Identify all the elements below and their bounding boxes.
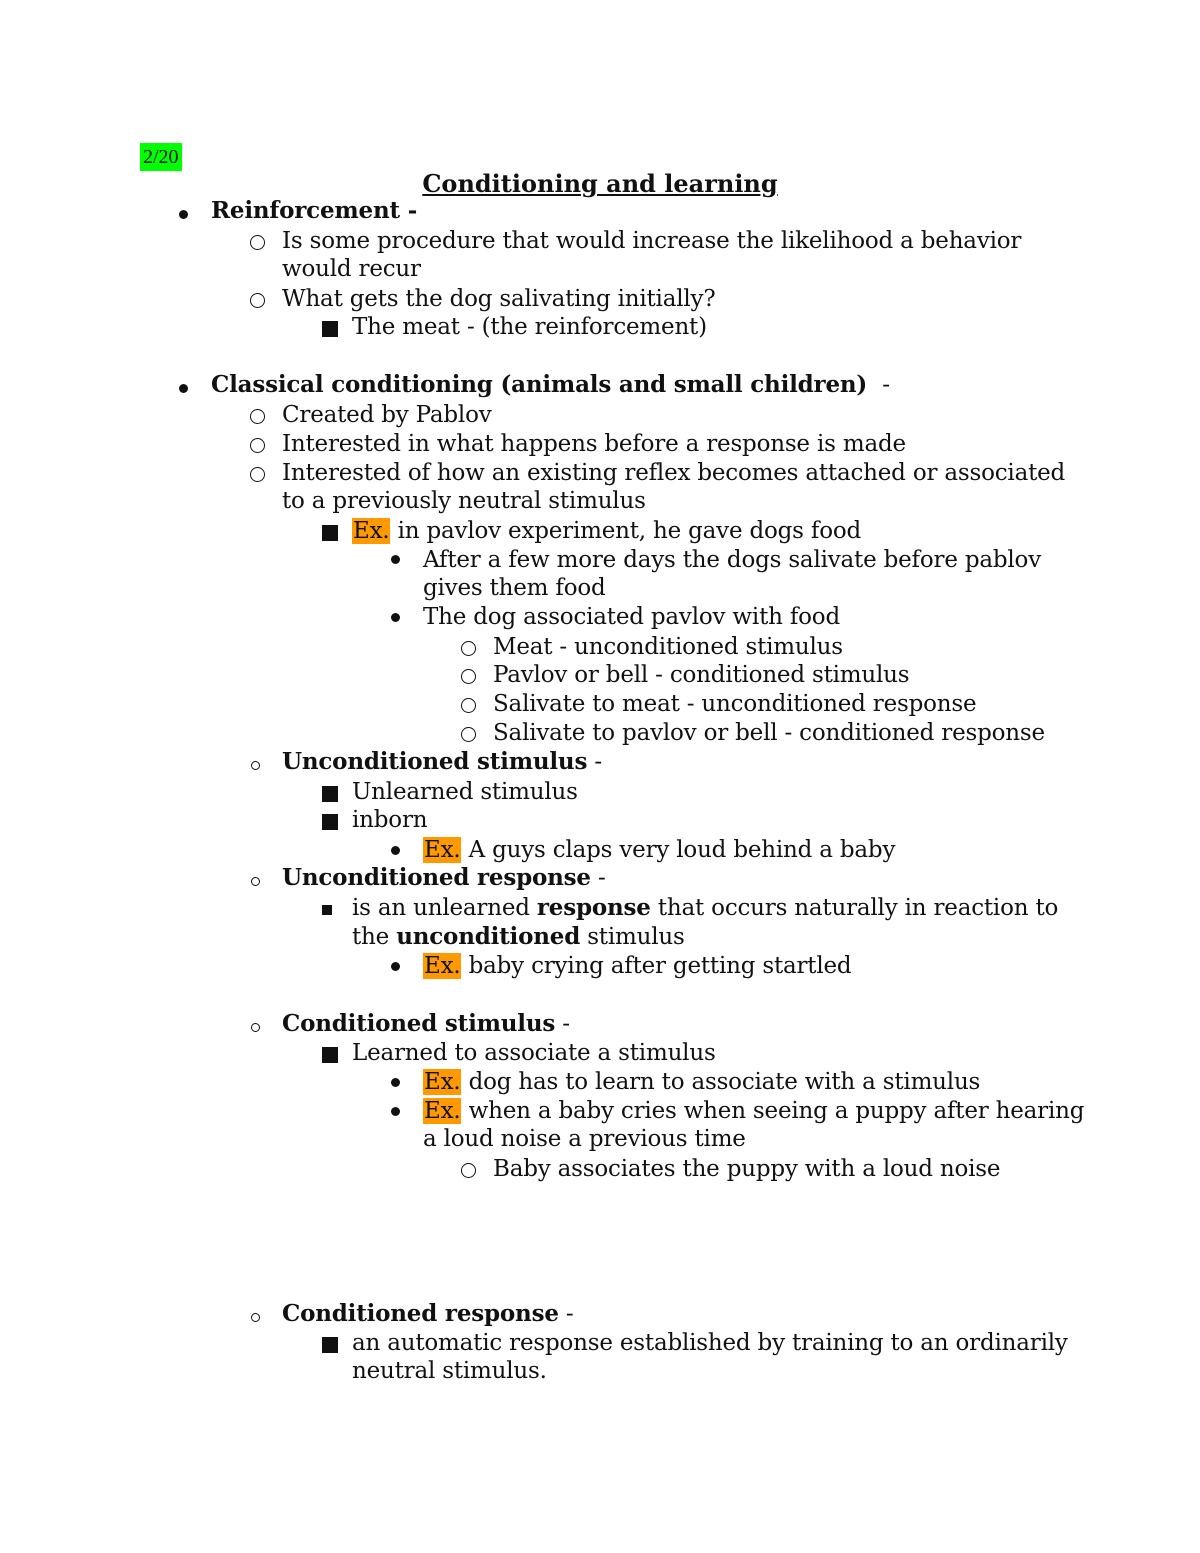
classical-pavlov-bell: Pavlov or bell - conditioned stimulus: [493, 662, 910, 688]
classical-salivate-bell: Salivate to pavlov or bell - conditioned response: [493, 720, 1045, 746]
ucr-heading-line: [282, 864, 606, 892]
ucr-def-bold1: response: [536, 894, 651, 921]
bullet-circle-icon: [250, 235, 265, 250]
cr-dash: -: [565, 1301, 574, 1327]
ucs-dash: -: [594, 749, 602, 775]
bullet-circle-icon: [251, 1313, 260, 1322]
cs-learned: Learned to associate a stimulus: [352, 1040, 716, 1066]
classical-interested2-line1: Interested of how an existing reflex becomes attached or associated: [282, 460, 1066, 486]
bullet-square-icon: [322, 786, 338, 802]
bullet-square-icon: [322, 905, 332, 915]
bullet-circle-icon: [461, 1163, 476, 1178]
ucr-def-part4: stimulus: [587, 924, 685, 950]
bullet-circle-icon: [461, 727, 476, 742]
cs-heading: Conditioned stimulus: [282, 1010, 556, 1037]
classical-after-line1: After a few more days the dogs salivate before pablov: [423, 547, 1041, 573]
reinforcement-heading: Reinforcement -: [211, 197, 418, 224]
example-highlight: Ex.: [424, 953, 461, 979]
bullet-disc-icon: [391, 846, 400, 855]
ucs-heading-line: [282, 748, 602, 776]
cs-heading-line: [282, 1010, 570, 1038]
reinforcement-question: What gets the dog salivating initially?: [282, 286, 716, 312]
bullet-disc-icon: [391, 1078, 400, 1087]
ucr-definition-line2: [352, 923, 685, 951]
bullet-disc-icon: [179, 210, 188, 219]
bullet-square-icon: [322, 525, 338, 541]
reinforcement-definition-line2: would recur: [282, 256, 421, 282]
example-highlight: Ex.: [424, 1069, 461, 1095]
bullet-circle-icon: [461, 669, 476, 684]
ucr-def-bold2: unconditioned: [396, 923, 581, 950]
classical-after-line2: gives them food: [423, 575, 606, 601]
bullet-circle-icon: [251, 761, 260, 770]
classical-created: Created by Pablov: [282, 402, 492, 428]
bullet-circle-icon: [250, 409, 265, 424]
bullet-square-icon: [322, 321, 338, 337]
example-highlight: Ex.: [424, 1098, 461, 1124]
page-title: Conditioning and learning: [422, 169, 778, 198]
cr-definition-line1: an automatic response established by training to an ordinarily: [352, 1330, 1068, 1356]
classical-associated: The dog associated pavlov with food: [423, 604, 840, 630]
classical-meat: Meat - unconditioned stimulus: [493, 634, 843, 660]
cs-example1: [423, 1068, 980, 1096]
bullet-square-icon: [322, 1047, 338, 1063]
cs-example2-line2: a loud noise a previous time: [423, 1126, 746, 1152]
classical-dash: -: [882, 372, 890, 398]
cs-example2-text: when a baby cries when seeing a puppy after hearing: [468, 1098, 1085, 1124]
ucr-def-part2: that occurs naturally in reaction to: [657, 895, 1059, 921]
example-highlight: Ex.: [424, 837, 461, 863]
cr-definition-line2: neutral stimulus.: [352, 1358, 547, 1384]
ucs-example: [423, 836, 895, 864]
example-highlight: Ex.: [353, 518, 390, 544]
cr-heading-line: [282, 1300, 573, 1328]
reinforcement-definition-line1: Is some procedure that would increase the likelihood a behavior: [282, 228, 1022, 254]
bullet-circle-icon: [250, 467, 265, 482]
ucs-heading: Unconditioned stimulus: [282, 748, 588, 775]
classical-example: [352, 517, 861, 545]
bullet-disc-icon: [391, 1107, 400, 1116]
cs-example1-text: dog has to learn to associate with a stimulus: [468, 1069, 981, 1095]
classical-interested1: Interested in what happens before a response is made: [282, 431, 906, 457]
bullet-circle-icon: [251, 877, 260, 886]
bullet-square-icon: [322, 814, 338, 830]
cs-baby-associates: Baby associates the puppy with a loud noise: [493, 1156, 1001, 1182]
ucr-def-part3: the: [352, 924, 390, 950]
ucs-inborn: inborn: [352, 807, 428, 833]
bullet-circle-icon: [461, 641, 476, 656]
cr-heading: Conditioned response: [282, 1300, 559, 1327]
reinforcement-answer: The meat - (the reinforcement): [352, 314, 707, 340]
bullet-disc-icon: [391, 555, 400, 564]
bullet-disc-icon: [179, 384, 188, 393]
bullet-circle-icon: [251, 1023, 260, 1032]
ucr-dash: -: [597, 865, 606, 891]
classical-example-text: in pavlov experiment, he gave dogs food: [397, 518, 862, 544]
ucr-example-text: baby crying after getting startled: [468, 953, 852, 979]
ucr-def-part1: is an unlearned: [352, 895, 530, 921]
classical-heading-line: [211, 371, 890, 399]
ucr-heading: Unconditioned response: [282, 864, 591, 891]
ucr-definition-line1: [352, 894, 1058, 922]
ucs-example-text: A guys claps very loud behind a baby: [468, 837, 896, 863]
cs-dash: -: [562, 1011, 570, 1037]
classical-interested2-line2: to a previously neutral stimulus: [282, 488, 646, 514]
bullet-circle-icon: [250, 438, 265, 453]
date-label: 2/20: [140, 143, 182, 171]
classical-heading: Classical conditioning (animals and small children): [211, 371, 868, 398]
bullet-disc-icon: [391, 613, 400, 622]
bullet-circle-icon: [250, 293, 265, 308]
ucs-unlearned: Unlearned stimulus: [352, 779, 578, 805]
classical-salivate-meat: Salivate to meat - unconditioned response: [493, 691, 977, 717]
bullet-square-icon: [322, 1337, 338, 1353]
cs-example2-line1: [423, 1097, 1084, 1125]
ucr-example: [423, 952, 851, 980]
bullet-circle-icon: [461, 698, 476, 713]
bullet-disc-icon: [391, 962, 400, 971]
